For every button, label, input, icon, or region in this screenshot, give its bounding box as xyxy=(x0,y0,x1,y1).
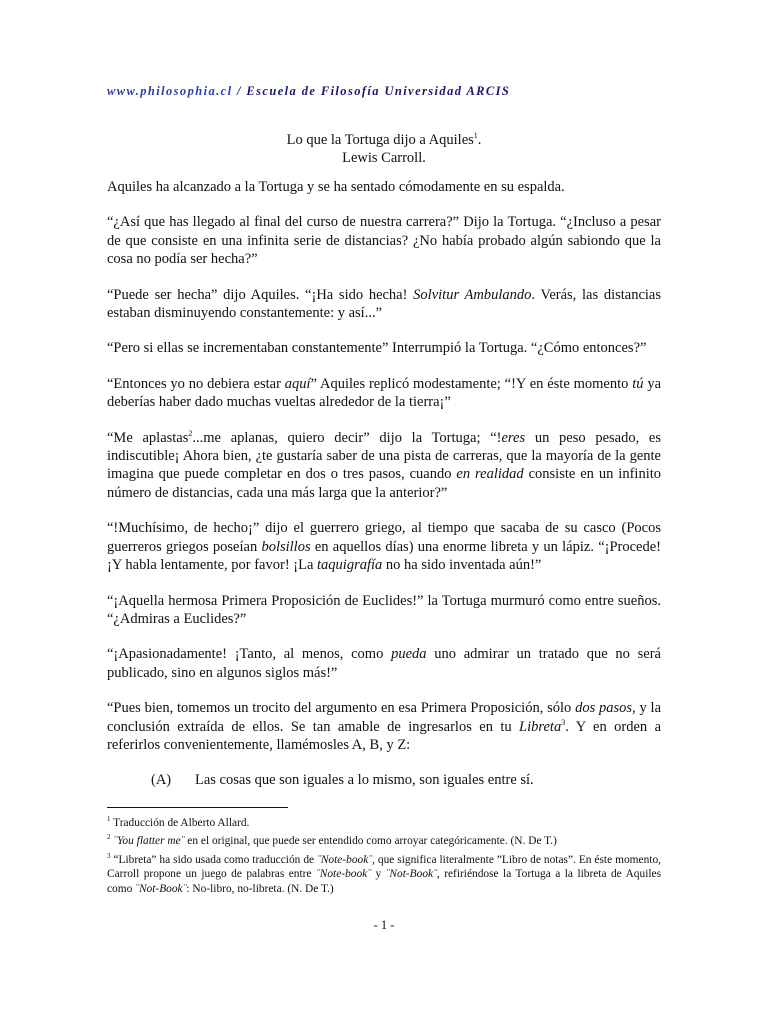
footnote-1-number: 1 xyxy=(107,815,111,823)
footnote-2-number: 2 xyxy=(107,833,111,842)
paragraph-7-text-b: en aquellos días) una enorme libreta y un lápiz. “¡Procede! ¡Y habla lentamente, por favor! ¡La xyxy=(107,538,661,574)
document-author: Lewis Carroll. xyxy=(342,149,426,166)
paragraph-10-italic-2: Libreta xyxy=(519,718,562,735)
footnote-3-number: 3 xyxy=(107,851,111,860)
paragraph-5-text-b: ” Aquiles replicó modestamente; “!Y en éste momento xyxy=(310,375,633,392)
document-title xyxy=(0,127,768,149)
footnote-2 xyxy=(107,830,661,848)
paragraph-8: “¡Aquella hermosa Primera Proposición de Euclides!” la Tortuga murmuró como entre sueños. “¿Admiras a Euclides?” xyxy=(107,592,661,627)
footnote-3-text-e: : No-libro, no-libreta. (N. De T.) xyxy=(186,882,334,895)
footnotes xyxy=(107,812,661,896)
paragraph-3-italic: Solvitur Ambulando xyxy=(413,286,532,303)
footnote-3-text-d: , refiriéndose la Tortuga a la libreta de Aquiles como xyxy=(107,868,662,895)
footnote-ref-3: 3 xyxy=(561,717,566,727)
paragraph-6-text-a: “Me aplastas xyxy=(107,429,189,446)
header-separator: / xyxy=(232,84,247,98)
footnote-3-italic-3: ¨Not-Book¨ xyxy=(385,868,437,881)
paragraph-7-italic-2: taquigrafía xyxy=(317,557,383,574)
footnote-divider xyxy=(107,807,288,808)
footnote-3-italic-1: ¨Note-book¨ xyxy=(317,853,373,866)
paragraph-10-italic-1: dos pasos xyxy=(575,700,633,717)
title-period: . xyxy=(477,131,482,148)
footnote-3-italic-4: ¨Not-Book¨ xyxy=(135,882,187,895)
paragraph-6-text-c: un peso pesado, es indiscutible¡ Ahora bien, ¿te gustaría saber de una pista de carreras, que la mayoría de la gente imagina que puede completar en dos o tres pasos, cuando xyxy=(107,429,662,483)
paragraph-3-text-a: “Puede ser hecha” dijo Aquiles. “¡Ha sido hecha! xyxy=(107,286,414,303)
paragraph-9-text-a: “¡Apasionadamente! ¡Tanto, al menos, como xyxy=(107,646,392,663)
header-school: Escuela de Filosofía Universidad ARCIS xyxy=(246,84,511,98)
paragraph-3-text-b: . Verás, las distancias estaban disminuyendo constantemente: y así...” xyxy=(107,286,661,322)
paragraph-10-text-c: . Y en orden a referirlos convenientemente, llamémosles A, B, y Z: xyxy=(107,718,662,753)
paragraph-10-text-b: , y la conclusión extraída de ellos. Se tan amable de ingresarlos en tu xyxy=(107,700,662,735)
paragraph-6 xyxy=(107,429,661,503)
paragraph-2: “¿Así que has llegado al final del curso de nuestra carrera?” Dijo la Tortuga. “¿Incluso a pesar de que consiste en una infinita serie de distancias? ¿No había probado algún sabiondo que la cosa no podía ser hecha?” xyxy=(107,214,661,268)
proposition-a-label: (A) xyxy=(151,772,172,789)
paragraph-10-text-a: “Pues bien, tomemos un trocito del argumento en esa Primera Proposición, sólo xyxy=(107,700,576,717)
paragraph-6-text-b: ...me aplanas, quiero decir” dijo la Tortuga; “! xyxy=(192,429,502,446)
paragraph-5-text-c: ya deberías haber dado muchas vueltas alrededor de la tierra¡” xyxy=(107,375,662,411)
title-block xyxy=(0,127,768,167)
paragraph-1: Aquiles ha alcanzado a la Tortuga y se ha sentado cómodamente en su espalda. xyxy=(107,179,565,195)
paragraph-6-italic-2: en realidad xyxy=(456,466,524,483)
document-body xyxy=(107,178,661,790)
footnote-3 xyxy=(107,849,661,897)
footnote-2-text: en el original, que puede ser entendido como arroyar categóricamente. (N. De T.) xyxy=(184,835,557,848)
footnote-3-italic-2: ¨Note-book¨ xyxy=(315,868,372,881)
paragraph-6-text-d: consiste en un infinito número de distancias, cada una más larga que la anterior?” xyxy=(107,466,662,501)
proposition-a-text: Las cosas que son iguales a lo mismo, son iguales entre sí. xyxy=(195,772,534,789)
paragraph-5 xyxy=(107,375,661,412)
paragraph-7-italic-1: bolsillos xyxy=(261,538,311,555)
page-number: - 1 - xyxy=(373,918,395,932)
paragraph-4: “Pero si ellas se incrementaban constantemente” Interrumpió la Tortuga. “¿Cómo entonces?” xyxy=(107,340,647,357)
paragraph-5-italic-2: tú xyxy=(632,375,644,392)
title-text: Lo que la Tortuga dijo a Aquiles xyxy=(286,131,474,148)
paragraph-7 xyxy=(107,519,661,574)
footnote-1-text: Traducción de Alberto Allard. xyxy=(110,816,250,829)
footnote-3-text-b: , que significa literalmente ”Libro de notas”. En éste momento, Carroll propone un juego de palabras entre xyxy=(107,853,661,881)
paragraph-9-text-b: uno admirar un tratado que no será publicado, sino en algunos siglos más!” xyxy=(107,646,661,681)
paragraph-9-italic: pueda xyxy=(391,646,427,663)
footnote-ref-2: 2 xyxy=(188,428,193,438)
paragraph-3 xyxy=(107,286,661,323)
paragraph-7-text-a: “!Muchísimo, de hecho¡” dijo el guerrero griego, al tiempo que sacaba de su casco (Pocos guerreros griegos poseían xyxy=(107,520,661,555)
paragraph-5-italic-1: aquí xyxy=(284,375,311,392)
footnote-3-text-a: “Libreta” ha sido usada como traducción de xyxy=(110,853,318,866)
proposition-a xyxy=(107,771,661,789)
footnote-2-italic: ¨You flatter me¨ xyxy=(110,835,185,848)
paragraph-7-text-c: no ha sido inventada aún!” xyxy=(382,557,542,574)
paragraph-10 xyxy=(107,699,661,754)
title-footnote-ref: 1 xyxy=(473,131,478,140)
paragraph-9 xyxy=(107,645,661,682)
site-link[interactable]: www.philosophia.cl xyxy=(107,84,233,98)
page-header xyxy=(107,84,510,99)
paragraph-5-text-a: “Entonces yo no debiera estar xyxy=(107,375,285,392)
paragraph-6-italic-1: eres xyxy=(501,429,526,446)
footnote-3-text-c: y xyxy=(371,868,386,881)
footnote-1 xyxy=(107,812,661,830)
